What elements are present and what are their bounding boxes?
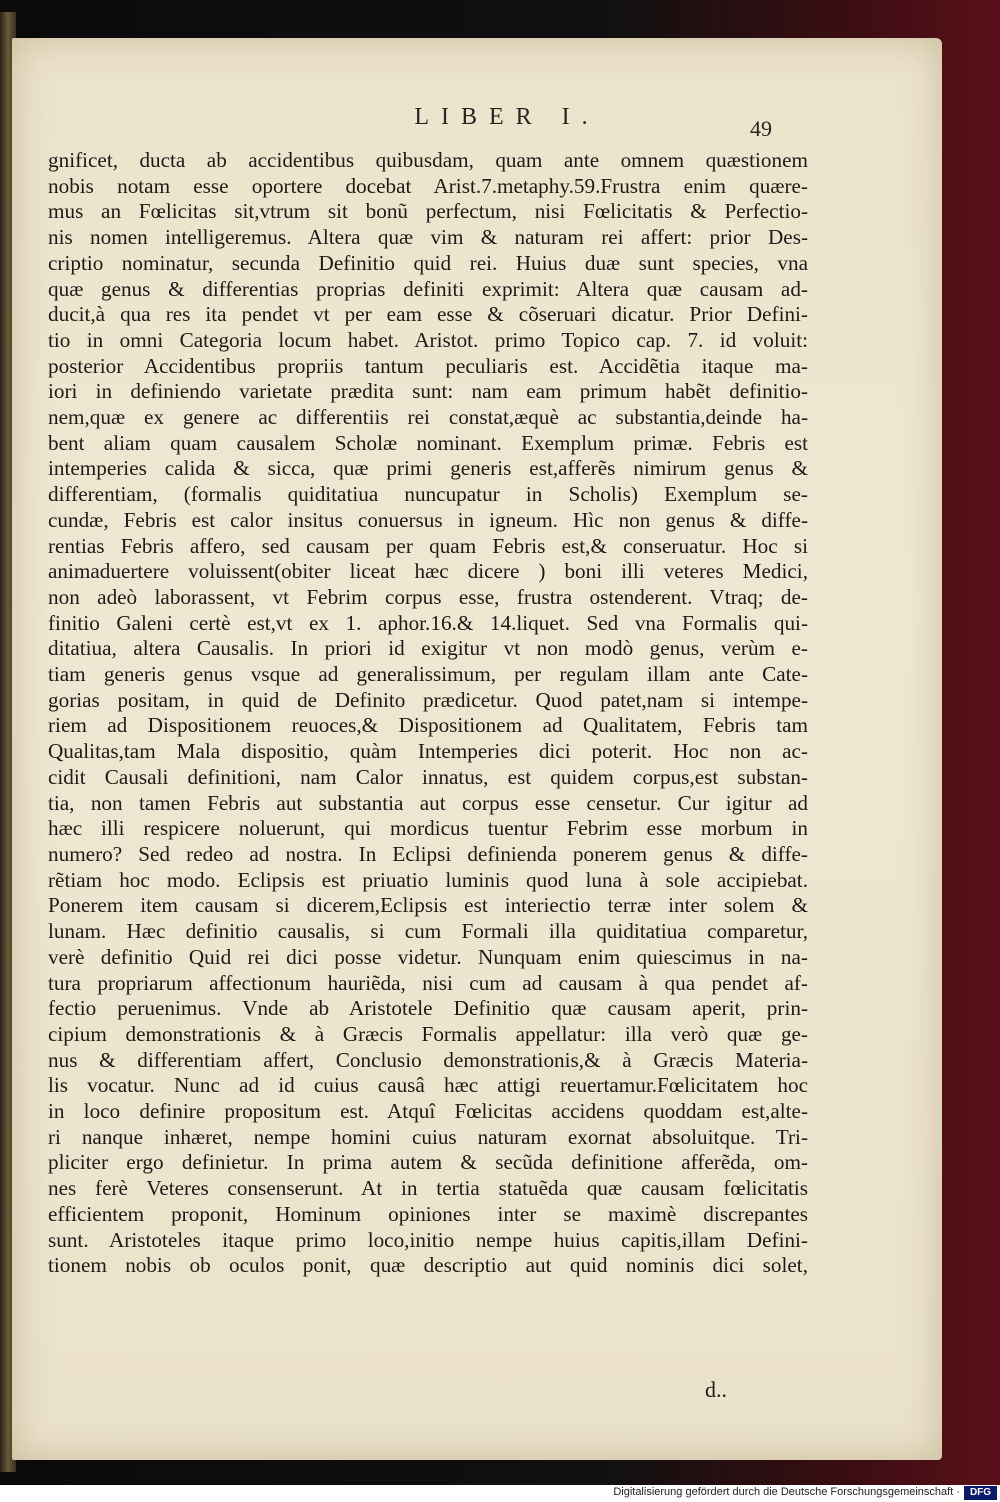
running-head: LIBER I.: [414, 104, 600, 130]
text-line: ri nanque inhæret, nempe homini cuius naturam exornat absoluitque. Tri-: [48, 1124, 808, 1149]
text-line: sunt. Aristoteles itaque primo loco,initio nempe huius capitis,illam Defini-: [48, 1227, 808, 1252]
body-text: [48, 148, 808, 1279]
text-line: gorias positam, in quid de Definito prædicetur. Quod patet,nam si intempe-: [48, 687, 808, 712]
text-line: numero? Sed redeo ad nostra. In Eclipsi definienda ponerem genus & diffe-: [48, 841, 808, 866]
text-line: nis nomen intelligeremus. Altera quæ vim & naturam rei affert: prior Des-: [48, 225, 808, 250]
text-line: cipium demonstrationis & à Græcis Formalis appellatur: illa verò quæ ge-: [48, 1021, 808, 1046]
text-line: nus & differentiam affert, Conclusio demonstrationis,& à Græcis Materia-: [48, 1047, 808, 1072]
text-line: ducit,à qua res ita pendet vt per eam esse & cõseruari dicatur. Prior Defini-: [48, 302, 808, 327]
text-line: Ponerem item causam si dicerem,Eclipsis est interiectio terræ inter solem &: [48, 893, 808, 918]
funding-credit: Digitalisierung gefördert durch die Deutsche Forschungsgemeinschaft ·: [613, 1486, 960, 1498]
text-line: nobis notam esse oportere docebat Arist.7.metaphy.59.Frustra enim quære-: [48, 173, 808, 198]
text-line: rentias Febris affero, sed causam per quam Febris est,& conseruatur. Hoc si: [48, 533, 808, 558]
text-line: cundæ, Febris est calor insitus conuersus in igneum. Hìc non genus & diffe-: [48, 507, 808, 532]
text-line: iori in definiendo varietate prædita sunt: nam eam primum habẽt definitio-: [48, 379, 808, 404]
page-number: 49: [750, 116, 772, 141]
text-line: nes ferè Veteres consenserunt. At in tertia statuẽda quæ causam fœlicitatis: [48, 1176, 808, 1201]
footer-bar: [0, 1485, 1000, 1502]
text-line: non adeò laborassent, vt Febrim corpus esse, frustra ostenderent. Vtraq; de-: [48, 584, 808, 609]
text-line: tionem nobis ob oculos ponit, quæ descriptio aut quid nominis dici solet,: [48, 1253, 808, 1278]
text-line: criptio nominatur, secunda Definitio quid rei. Huius duæ sunt species, vna: [48, 250, 808, 275]
catchword: d..: [705, 1377, 727, 1402]
text-line: animaduertere voluissent(obiter liceat hæc dicere ) boni illi veteres Medici,: [48, 559, 808, 584]
text-line: pliciter ergo definietur. In prima autem & secũda definitione afferẽda, om-: [48, 1150, 808, 1175]
text-line: lunam. Hæc definitio causalis, si cum Formali illa quiditatiua comparetur,: [48, 919, 808, 944]
text-line: differentiam, (formalis quiditatiua nuncupatur in Scholis) Exemplum se-: [48, 482, 808, 507]
text-line: mus an Fœlicitas sit,vtrum sit bonũ perfectum, nisi Fœlicitatis & Perfectio-: [48, 199, 808, 224]
text-line: posterior Accidentibus propriis tantum peculiaris est. Accidẽtia itaque ma-: [48, 353, 808, 378]
text-line: rẽtiam hoc modo. Eclipsis est priuatio luminis quod luna à sole accipiebat.: [48, 867, 808, 892]
text-line: quæ genus & differentias proprias definiti exprimit: Altera quæ causam ad-: [48, 276, 808, 301]
text-line: cidit Causali definitioni, nam Calor innatus, est quidem corpus,est substan-: [48, 764, 808, 789]
text-line: hæc illi respicere noluerunt, qui mordicus tuentur Febrim esse morbum in: [48, 816, 808, 841]
text-line: riem ad Dispositionem reuoces,& Dispositionem ad Qualitatem, Febris tam: [48, 713, 808, 738]
text-line: ditatiua, altera Causalis. In priori id exigitur vt non modò genus, verùm e-: [48, 636, 808, 661]
text-line: verè definitio Quid rei dici posse videtur. Nunquam enim quiescimus in na-: [48, 944, 808, 969]
text-line: efficientem proponit, Hominum opiniones inter se maximè discrepantes: [48, 1201, 808, 1226]
text-line: Qualitas,tam Mala dispositio, quàm Intemperies dici poterit. Hoc non ac-: [48, 739, 808, 764]
text-line: nem,quæ ex genere ac differentiis rei constat,æquè ac substantia,deinde ha-: [48, 405, 808, 430]
text-line: gnificet, ducta ab accidentibus quibusdam, quam ante omnem quæstionem: [48, 148, 808, 172]
text-line: bent aliam quam causalem Scholæ nominant. Exemplum primæ. Febris est: [48, 430, 808, 455]
text-line: tio in omni Categoria locum habet. Aristot. primo Topico cap. 7. id voluit:: [48, 327, 808, 352]
text-line: intemperies calida & sicca, quæ primi generis est,afferẽs nimirum genus &: [48, 456, 808, 481]
text-line: tura propriarum affectionum hauriẽda, nisi cum ad causam à qua pendet af-: [48, 970, 808, 995]
text-line: in loco definire propositum est. Atquî Fœlicitas accidens quoddam est,alte-: [48, 1099, 808, 1124]
text-line: tia, non tamen Febris aut substantia aut corpus esse censetur. Cur igitur ad: [48, 790, 808, 815]
text-line: fectio peruenimus. Vnde ab Aristotele Definitio quæ causam aperit, prin-: [48, 996, 808, 1021]
dfg-logo: DFG: [964, 1486, 997, 1500]
text-line: finitio Galeni certè est,vt ex 1. aphor.16.& 14.liquet. Sed vna Formalis qui-: [48, 610, 808, 635]
text-line: lis vocatur. Nunc ad id cuius causâ hæc attigi reuertamur.Fœlicitatem hoc: [48, 1073, 808, 1098]
text-line: tiam generis genus vsque ad generalissimum, per regulam illam ante Cate-: [48, 662, 808, 687]
book-page: [12, 38, 942, 1460]
